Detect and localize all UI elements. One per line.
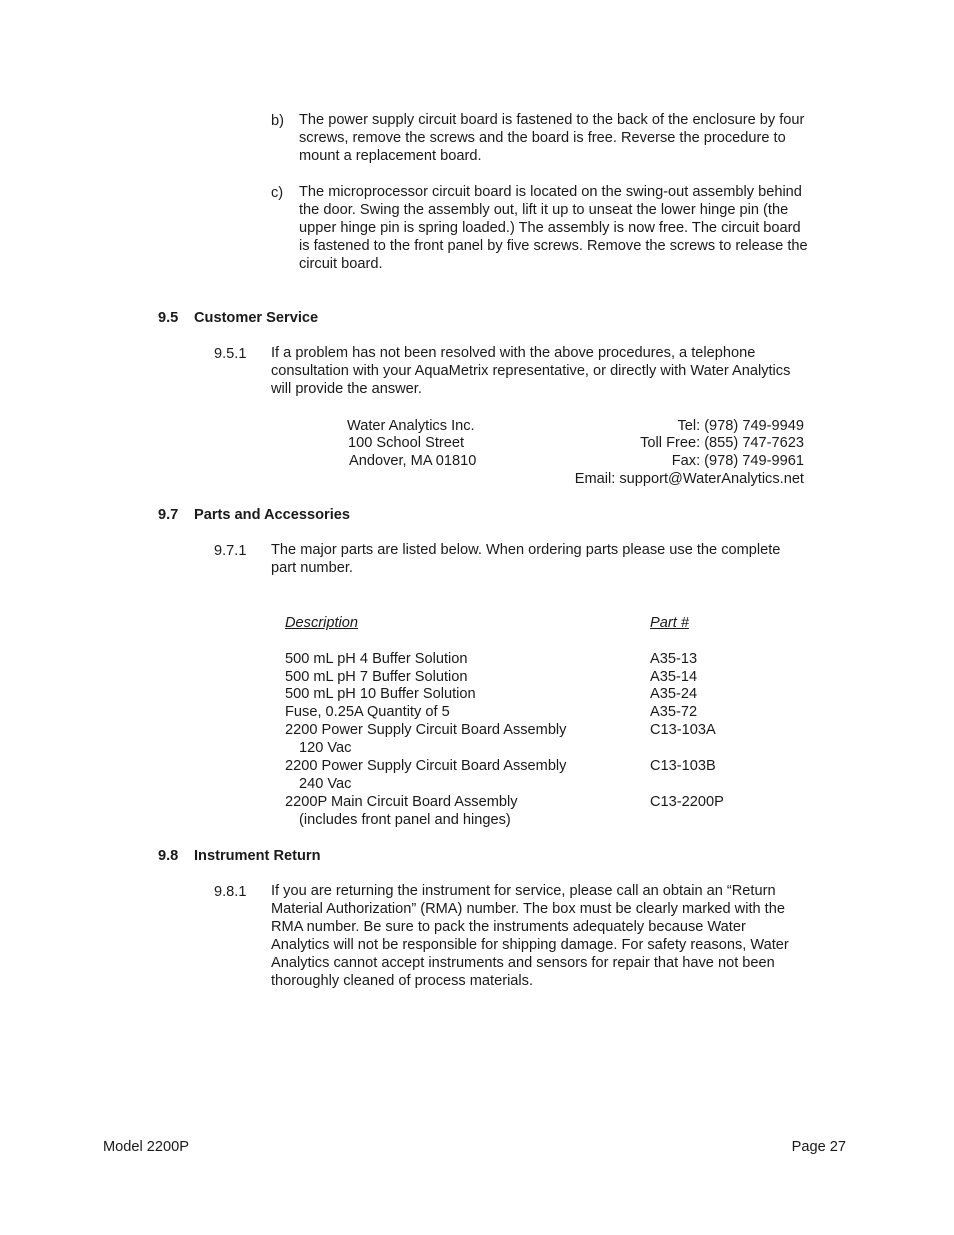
table-cell-part: A35-72 (650, 704, 698, 720)
contact-tel: Tel: (978) 749-9949 (677, 418, 804, 434)
customer-service-text (271, 345, 790, 399)
list-marker-b: b) (271, 113, 284, 129)
table-cell-description: 240 Vac (299, 776, 352, 792)
table-cell-part: C13-103B (650, 758, 716, 774)
item-b-text (299, 112, 804, 166)
list-marker-c: c) (271, 185, 284, 201)
table-cell-description: 2200 Power Supply Circuit Board Assembly (285, 758, 567, 774)
table-cell-description: 500 mL pH 7 Buffer Solution (285, 669, 468, 685)
table-cell-part: A35-24 (650, 686, 698, 702)
text-line: If you are returning the instrument for service, please call an obtain an “Return (271, 883, 776, 899)
section-number-9-8: 9.8 (158, 848, 179, 864)
contact-fax: Fax: (978) 749-9961 (671, 453, 804, 469)
table-cell-description: 120 Vac (299, 740, 352, 756)
text-line: circuit board. (299, 255, 383, 272)
text-line: Analytics cannot accept instruments and sensors for repair that have not been (271, 954, 775, 971)
text-line: the door. Swing the assembly out, lift it up to unseat the lower hinge pin (the (299, 201, 789, 218)
table-cell-description: 500 mL pH 10 Buffer Solution (285, 686, 476, 702)
item-c-text (299, 184, 808, 274)
text-line: is fastened to the front panel by five screws. Remove the screws to release the (299, 237, 808, 254)
section-number-9-7: 9.7 (158, 507, 179, 523)
section-number-9-5: 9.5 (158, 310, 179, 326)
contact-toll-free: Toll Free: (855) 747-7623 (640, 435, 804, 451)
table-cell-description: 2200 Power Supply Circuit Board Assembly (285, 722, 567, 738)
parts-text (271, 542, 780, 578)
contact-street: 100 School Street (348, 435, 465, 451)
text-line: upper hinge pin is spring loaded.) The assembly is now free. The circuit board (299, 219, 801, 236)
section-title-customer-service: Customer Service (194, 310, 319, 326)
text-line: Material Authorization” (RMA) number. The box must be clearly marked with the (271, 900, 785, 917)
contact-company: Water Analytics Inc. (347, 418, 475, 434)
table-header-description: Description (285, 615, 358, 631)
text-line: RMA number. Be sure to pack the instruments adequately because Water (271, 918, 746, 935)
text-line: The power supply circuit board is fastened to the back of the enclosure by four (299, 112, 805, 128)
contact-email: Email: support@WaterAnalytics.net (574, 471, 804, 487)
text-line: The major parts are listed below. When ordering parts please use the complete (271, 542, 781, 558)
table-header-part: Part # (650, 615, 689, 631)
instrument-return-text (271, 883, 789, 990)
text-line: part number. (271, 559, 353, 576)
table-cell-part: A35-13 (650, 651, 698, 667)
footer-page-number: Page 27 (791, 1139, 846, 1155)
text-line: consultation with your AquaMetrix representative, or directly with Water Analytics (271, 362, 791, 379)
text-line: If a problem has not been resolved with the above procedures, a telephone (271, 345, 756, 361)
subsection-number-9-8-1: 9.8.1 (214, 884, 247, 900)
text-line: The microprocessor circuit board is located on the swing-out assembly behind (299, 184, 802, 200)
table-cell-description: (includes front panel and hinges) (299, 812, 511, 828)
table-cell-description: 500 mL pH 4 Buffer Solution (285, 651, 468, 667)
table-cell-part: C13-103A (650, 722, 716, 738)
footer-model: Model 2200P (103, 1139, 190, 1155)
text-line: screws, remove the screws and the board is free. Reverse the procedure to (299, 129, 786, 146)
text-line: mount a replacement board. (299, 147, 482, 164)
table-cell-description: Fuse, 0.25A Quantity of 5 (285, 704, 450, 720)
subsection-number-9-5-1: 9.5.1 (214, 346, 247, 362)
table-cell-part: C13-2200P (650, 794, 724, 810)
text-line: thoroughly cleaned of process materials. (271, 972, 534, 989)
text-line: will provide the answer. (271, 380, 422, 397)
contact-city: Andover, MA 01810 (349, 453, 477, 469)
table-cell-part: A35-14 (650, 669, 698, 685)
table-cell-description: 2200P Main Circuit Board Assembly (285, 794, 518, 810)
subsection-number-9-7-1: 9.7.1 (214, 543, 247, 559)
section-title-instrument-return: Instrument Return (194, 848, 321, 864)
section-title-parts: Parts and Accessories (194, 507, 351, 523)
text-line: Analytics will not be responsible for shipping damage. For safety reasons, Water (271, 936, 789, 953)
